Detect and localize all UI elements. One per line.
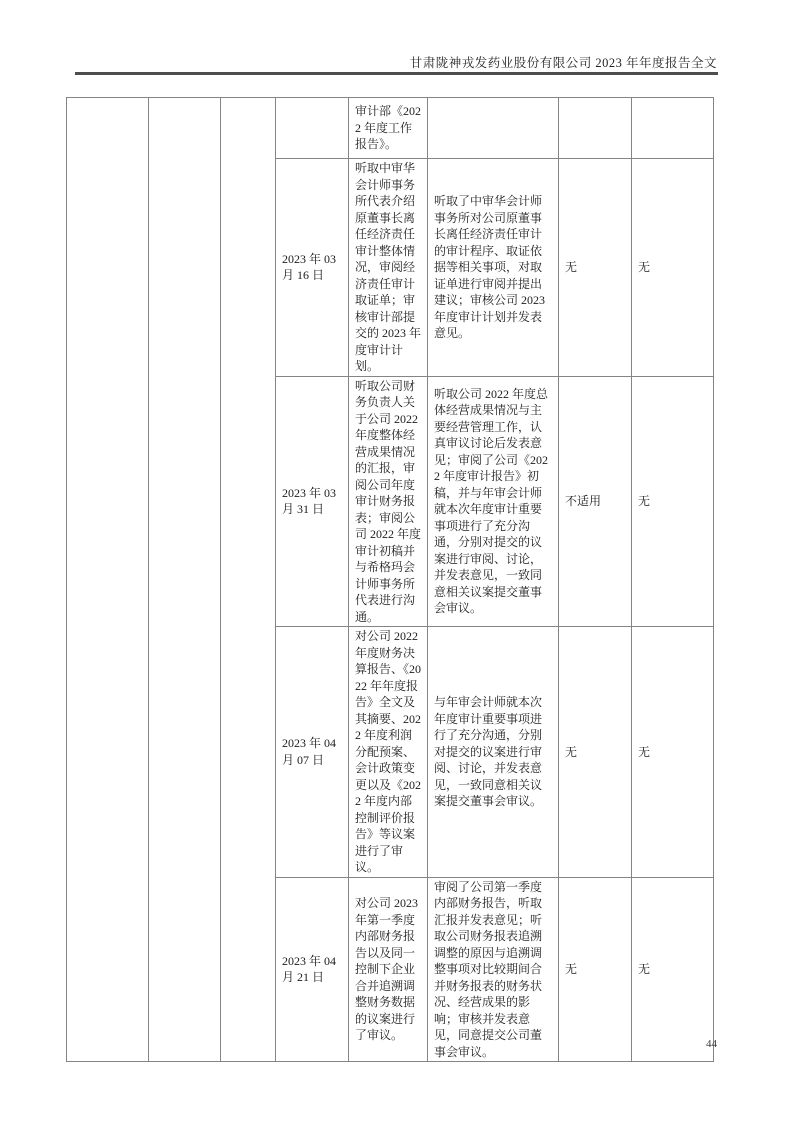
empty-merged-cell-3	[221, 98, 276, 1062]
note-a-cell: 不适用	[559, 376, 632, 627]
meeting-content-cell: 对公司 2023 年第一季度内部财务报告以及同一控制下企业合并追溯调整财务数据的议案进行了审议。	[349, 877, 428, 1062]
note-a-cell: 无	[559, 159, 632, 377]
meeting-date-cell: 2023 年 04 月 07 日	[276, 627, 349, 878]
table-row	[67, 98, 714, 159]
meeting-opinions-cell: 听取了中审华会计师事务所对公司原董事长离任经济责任审计的审计程序、取证依据等相关事项，对取证单进行审阅并提出建议；审核公司 2023 年度审计计划并发表意见。	[428, 159, 559, 377]
meeting-content-cell: 对公司 2022 年度财务决算报告、《2022 年年度报告》全文及其摘要、2022 年度利润分配预案、会计政策变更以及《2022 年度内部控制评价报告》等议案进行了审议。	[349, 627, 428, 878]
empty-merged-cell-2	[149, 98, 221, 1062]
note-b-cell: 无	[632, 877, 714, 1062]
note-a-cell: 无	[559, 627, 632, 878]
note-a-cell: 无	[559, 877, 632, 1062]
meeting-date-cell: 2023 年 03 月 16 日	[276, 159, 349, 377]
note-b-cell	[632, 98, 714, 159]
empty-merged-cell-1	[67, 98, 149, 1062]
meeting-content-cell: 审计部《2022 年度工作报告》。	[349, 98, 428, 159]
page-number: 44	[706, 1038, 717, 1050]
meeting-opinions-cell: 审阅了公司第一季度内部财务报告，听取汇报并发表意见；听取公司财务报表追溯调整的原因与追溯调整事项对比较期间合并财务报表的财务状况、经营成果的影响；审核并发表意见，同意提交公司董事会审议。	[428, 877, 559, 1062]
meeting-opinions-cell: 听取公司 2022 年度总体经营成果情况与主要经营管理工作，认真审议讨论后发表意见；审阅了公司《2022 年度审计报告》初稿，并与年审会计师就本次年度审计重要事项进行了充分沟通，分别对提交的议案进行审阅、讨论，并发表意见，一致同意相关议案提交董事会审议。	[428, 376, 559, 627]
meeting-content-cell: 听取中审华会计师事务所代表介绍原董事长离任经济责任审计整体情况，审阅经济责任审计取证单；审核审计部提交的 2023 年度审计计划。	[349, 159, 428, 377]
meeting-date-cell: 2023 年 03 月 31 日	[276, 376, 349, 627]
meeting-opinions-cell: 与年审会计师就本次年度审计重要事项进行了充分沟通，分别对提交的议案进行审阅、讨论，并发表意见，一致同意相关议案提交董事会审议。	[428, 627, 559, 878]
audit-committee-meeting-table	[66, 97, 714, 1062]
note-b-cell: 无	[632, 159, 714, 377]
note-b-cell: 无	[632, 627, 714, 878]
note-a-cell	[559, 98, 632, 159]
page-header-title: 甘肃陇神戎发药业股份有限公司 2023 年年度报告全文	[409, 56, 717, 70]
meeting-date-cell	[276, 98, 349, 159]
meeting-date-cell: 2023 年 04 月 21 日	[276, 877, 349, 1062]
note-b-cell: 无	[632, 376, 714, 627]
header-rule	[75, 72, 718, 75]
meeting-opinions-cell	[428, 98, 559, 159]
meeting-content-cell: 听取公司财务负责人关于公司 2022 年度整体经营成果情况的汇报，审阅公司年度审计财务报表；审阅公司 2022 年度审计初稿并与希格玛会计师事务所代表进行沟通。	[349, 376, 428, 627]
